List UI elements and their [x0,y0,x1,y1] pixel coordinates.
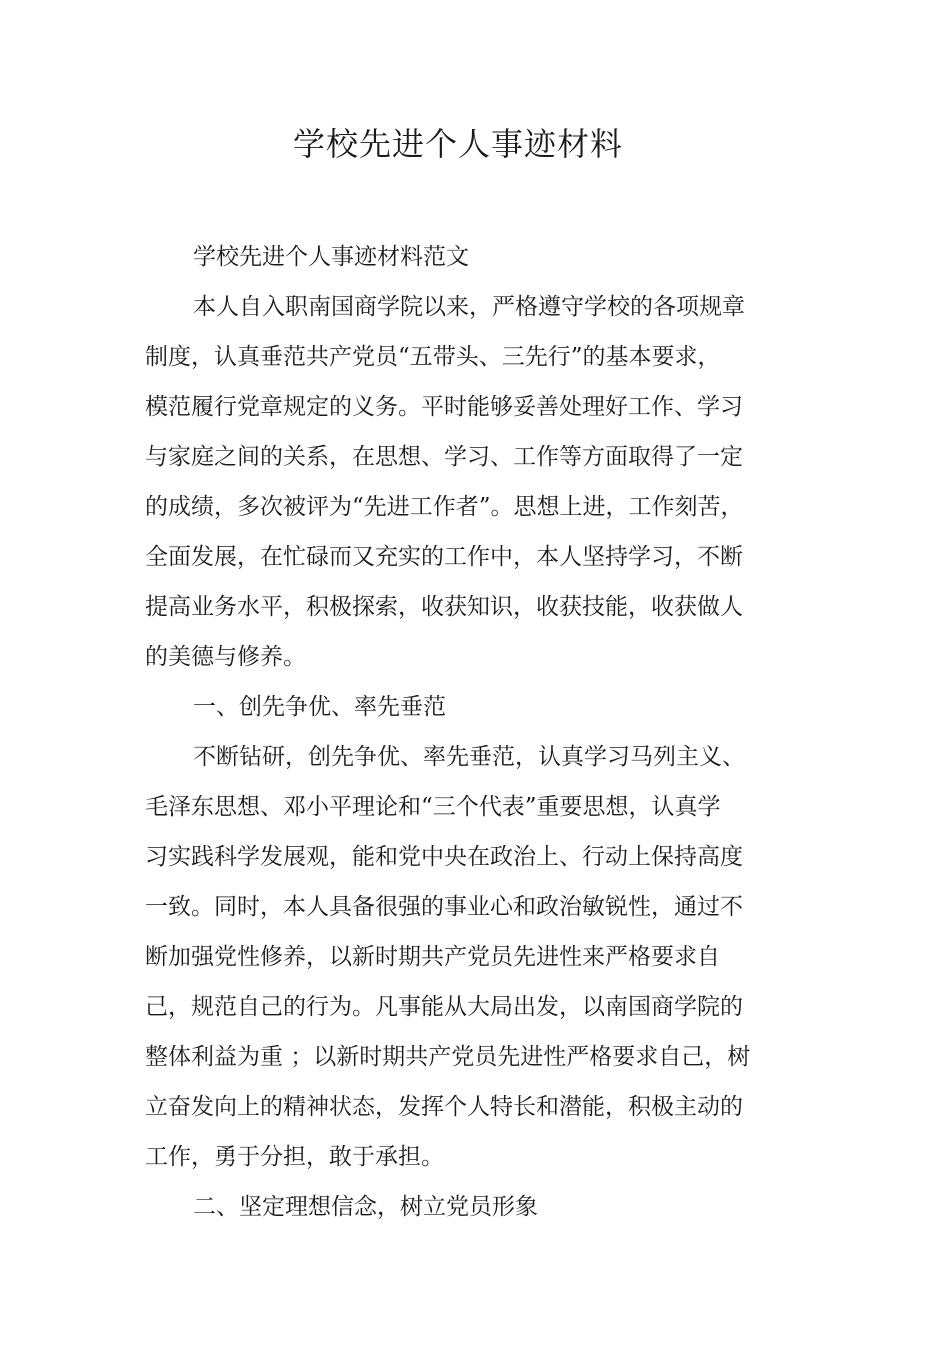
text-line: 一致。同时，本人具备很强的事业心和政治敏锐性，通过不 [145,894,743,920]
document-body [145,232,755,1232]
text-line: 的美德与修养。 [145,644,306,670]
text-line: 毛泽东思想、邓小平理论和“三个代表”重要思想，认真学 [145,794,721,820]
text-line: 的成绩，多次被评为“先进工作者”。思想上进，工作刻苦， [145,494,744,520]
text-line: 二、坚定理想信念，树立党员形象 [193,1194,538,1220]
text-line: 本人自入职南国商学院以来，严格遵守学校的各项规章 [193,294,745,320]
text-line: 整体利益为重 ；以新时期共产党员先进性严格要求自己，树 [145,1044,751,1070]
text-line: 制度，认真垂范共产党员“五带头、三先行”的基本要求， [145,344,721,370]
text-line: 与家庭之间的关系，在思想、学习、工作等方面取得了一定 [145,444,743,470]
text-line: 学校先进个人事迹材料范文 [193,244,469,270]
text-line: 断加强党性修养，以新时期共产党员先进性来严格要求自 [145,944,720,970]
text-line: 己，规范自己的行为。凡事能从大局出发，以南国商学院的 [145,994,743,1020]
text-line: 工作，勇于分担，敢于承担。 [145,1144,444,1170]
text-line: 不断钻研，创先争优、率先垂范，认真学习马列主义、 [193,744,745,770]
text-line: 提高业务水平，积极探索，收获知识，收获技能，收获做人 [145,594,743,620]
text-line: 全面发展，在忙碌而又充实的工作中，本人坚持学习，不断 [145,544,743,570]
text-line: 习实践科学发展观，能和党中央在政治上、行动上保持高度 [145,844,743,870]
text-line: 模范履行党章规定的义务。平时能够妥善处理好工作、学习 [145,394,743,420]
page-title: 学校先进个人事迹材料 [292,125,623,163]
text-line: 立奋发向上的精神状态，发挥个人特长和潜能，积极主动的 [145,1094,743,1120]
text-line: 一、创先争优、率先垂范 [193,694,446,720]
